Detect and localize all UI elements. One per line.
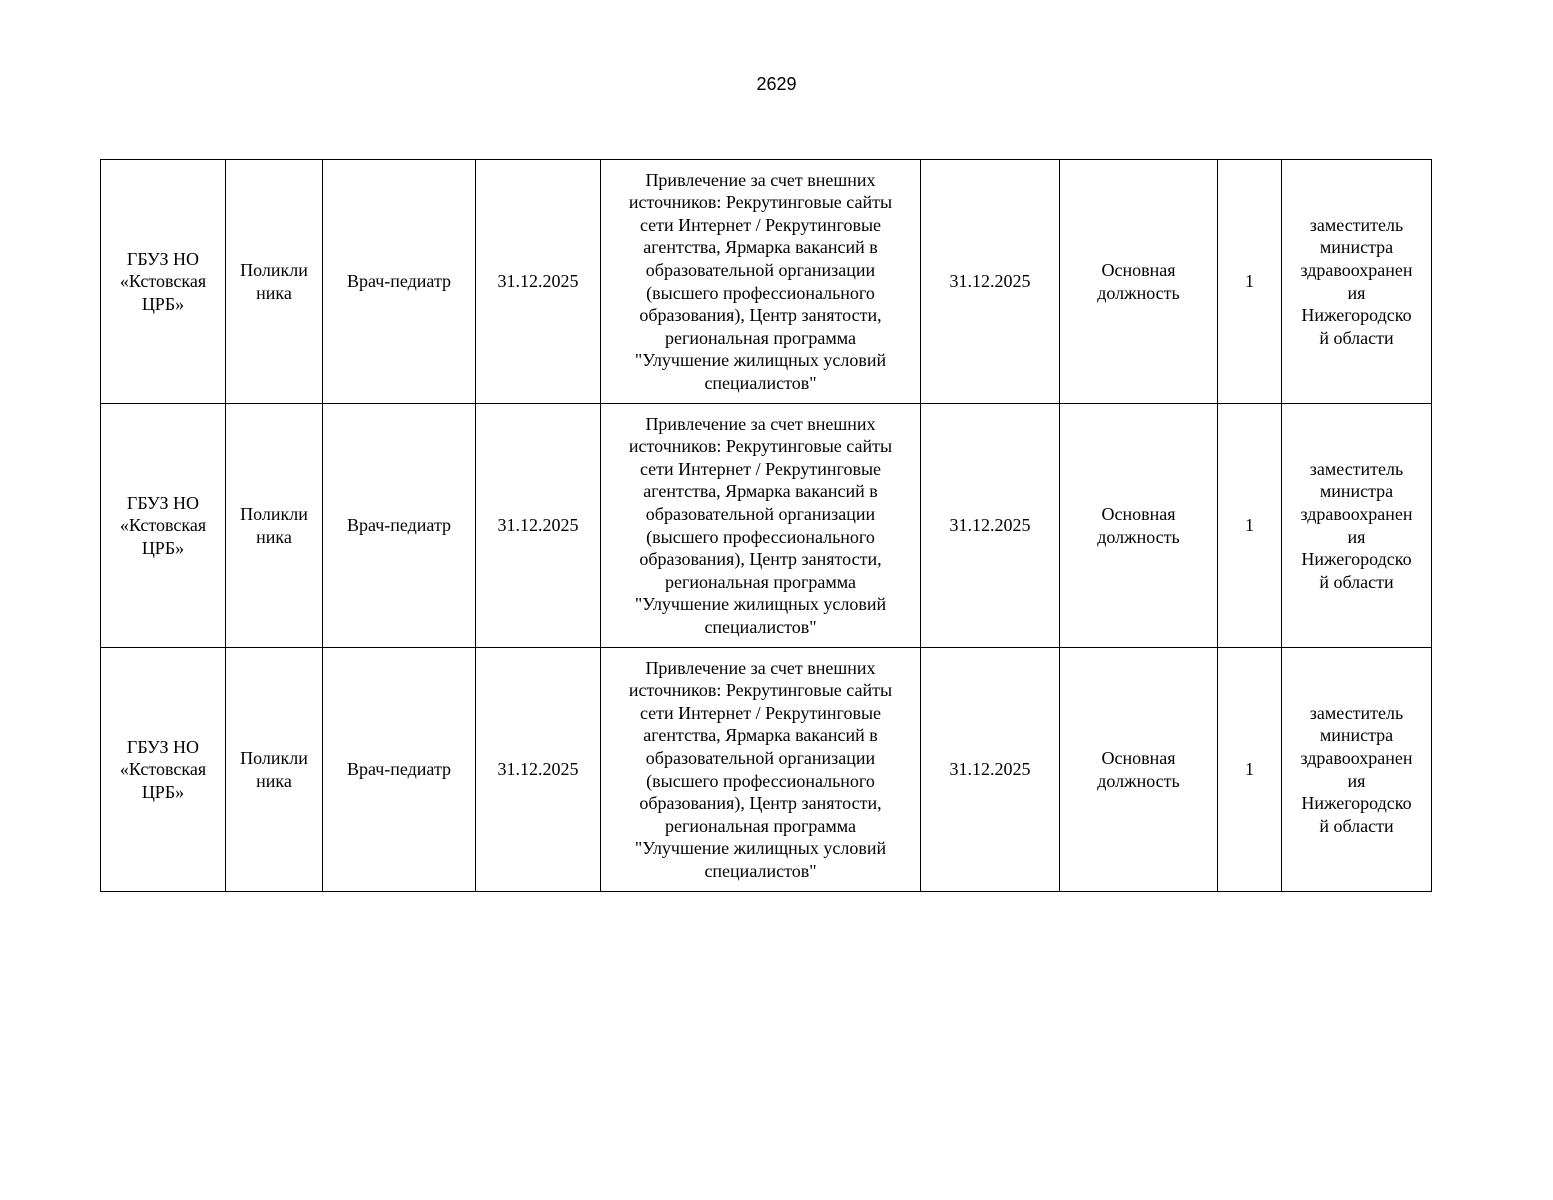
cell-employment-type: Основная должность <box>1060 160 1218 404</box>
table-row <box>101 648 1432 892</box>
cell-position: Врач-педиатр <box>323 160 476 404</box>
cell-department: Поликли ника <box>226 160 323 404</box>
cell-method: Привлечение за счет внешних источников: Рекрутинговые сайты сети Интернет / Рекрутинговые агентства, Ярмарка вакансий в образовательной организации (высшего профессионального образования), Центр занятости, региональная программа "Улучшение жилищных условий специалистов" <box>601 160 921 404</box>
cell-count: 1 <box>1218 404 1282 648</box>
cell-count: 1 <box>1218 160 1282 404</box>
cell-method: Привлечение за счет внешних источников: Рекрутинговые сайты сети Интернет / Рекрутинговые агентства, Ярмарка вакансий в образовательной организации (высшего профессионального образования), Центр занятости, региональная программа "Улучшение жилищных условий специалистов" <box>601 648 921 892</box>
cell-responsible: заместитель министра здравоохранен ия Нижегородско й области <box>1282 648 1432 892</box>
cell-responsible: заместитель министра здравоохранен ия Нижегородско й области <box>1282 160 1432 404</box>
table-row <box>101 160 1432 404</box>
cell-organization: ГБУЗ НО «Кстовская ЦРБ» <box>101 648 226 892</box>
cell-date-needed: 31.12.2025 <box>476 160 601 404</box>
cell-position: Врач-педиатр <box>323 648 476 892</box>
cell-department: Поликли ника <box>226 648 323 892</box>
cell-date-deadline: 31.12.2025 <box>921 648 1060 892</box>
cell-organization: ГБУЗ НО «Кстовская ЦРБ» <box>101 160 226 404</box>
cell-department: Поликли ника <box>226 404 323 648</box>
table-row <box>101 404 1432 648</box>
cell-employment-type: Основная должность <box>1060 648 1218 892</box>
cell-organization: ГБУЗ НО «Кстовская ЦРБ» <box>101 404 226 648</box>
cell-employment-type: Основная должность <box>1060 404 1218 648</box>
cell-date-needed: 31.12.2025 <box>476 404 601 648</box>
cell-date-deadline: 31.12.2025 <box>921 160 1060 404</box>
vacancy-table <box>100 159 1432 892</box>
cell-position: Врач-педиатр <box>323 404 476 648</box>
cell-date-deadline: 31.12.2025 <box>921 404 1060 648</box>
page-number: 2629 <box>756 74 797 94</box>
cell-method: Привлечение за счет внешних источников: Рекрутинговые сайты сети Интернет / Рекрутинговые агентства, Ярмарка вакансий в образовательной организации (высшего профессионального образования), Центр занятости, региональная программа "Улучшение жилищных условий специалистов" <box>601 404 921 648</box>
cell-date-needed: 31.12.2025 <box>476 648 601 892</box>
cell-count: 1 <box>1218 648 1282 892</box>
cell-responsible: заместитель министра здравоохранен ия Нижегородско й области <box>1282 404 1432 648</box>
